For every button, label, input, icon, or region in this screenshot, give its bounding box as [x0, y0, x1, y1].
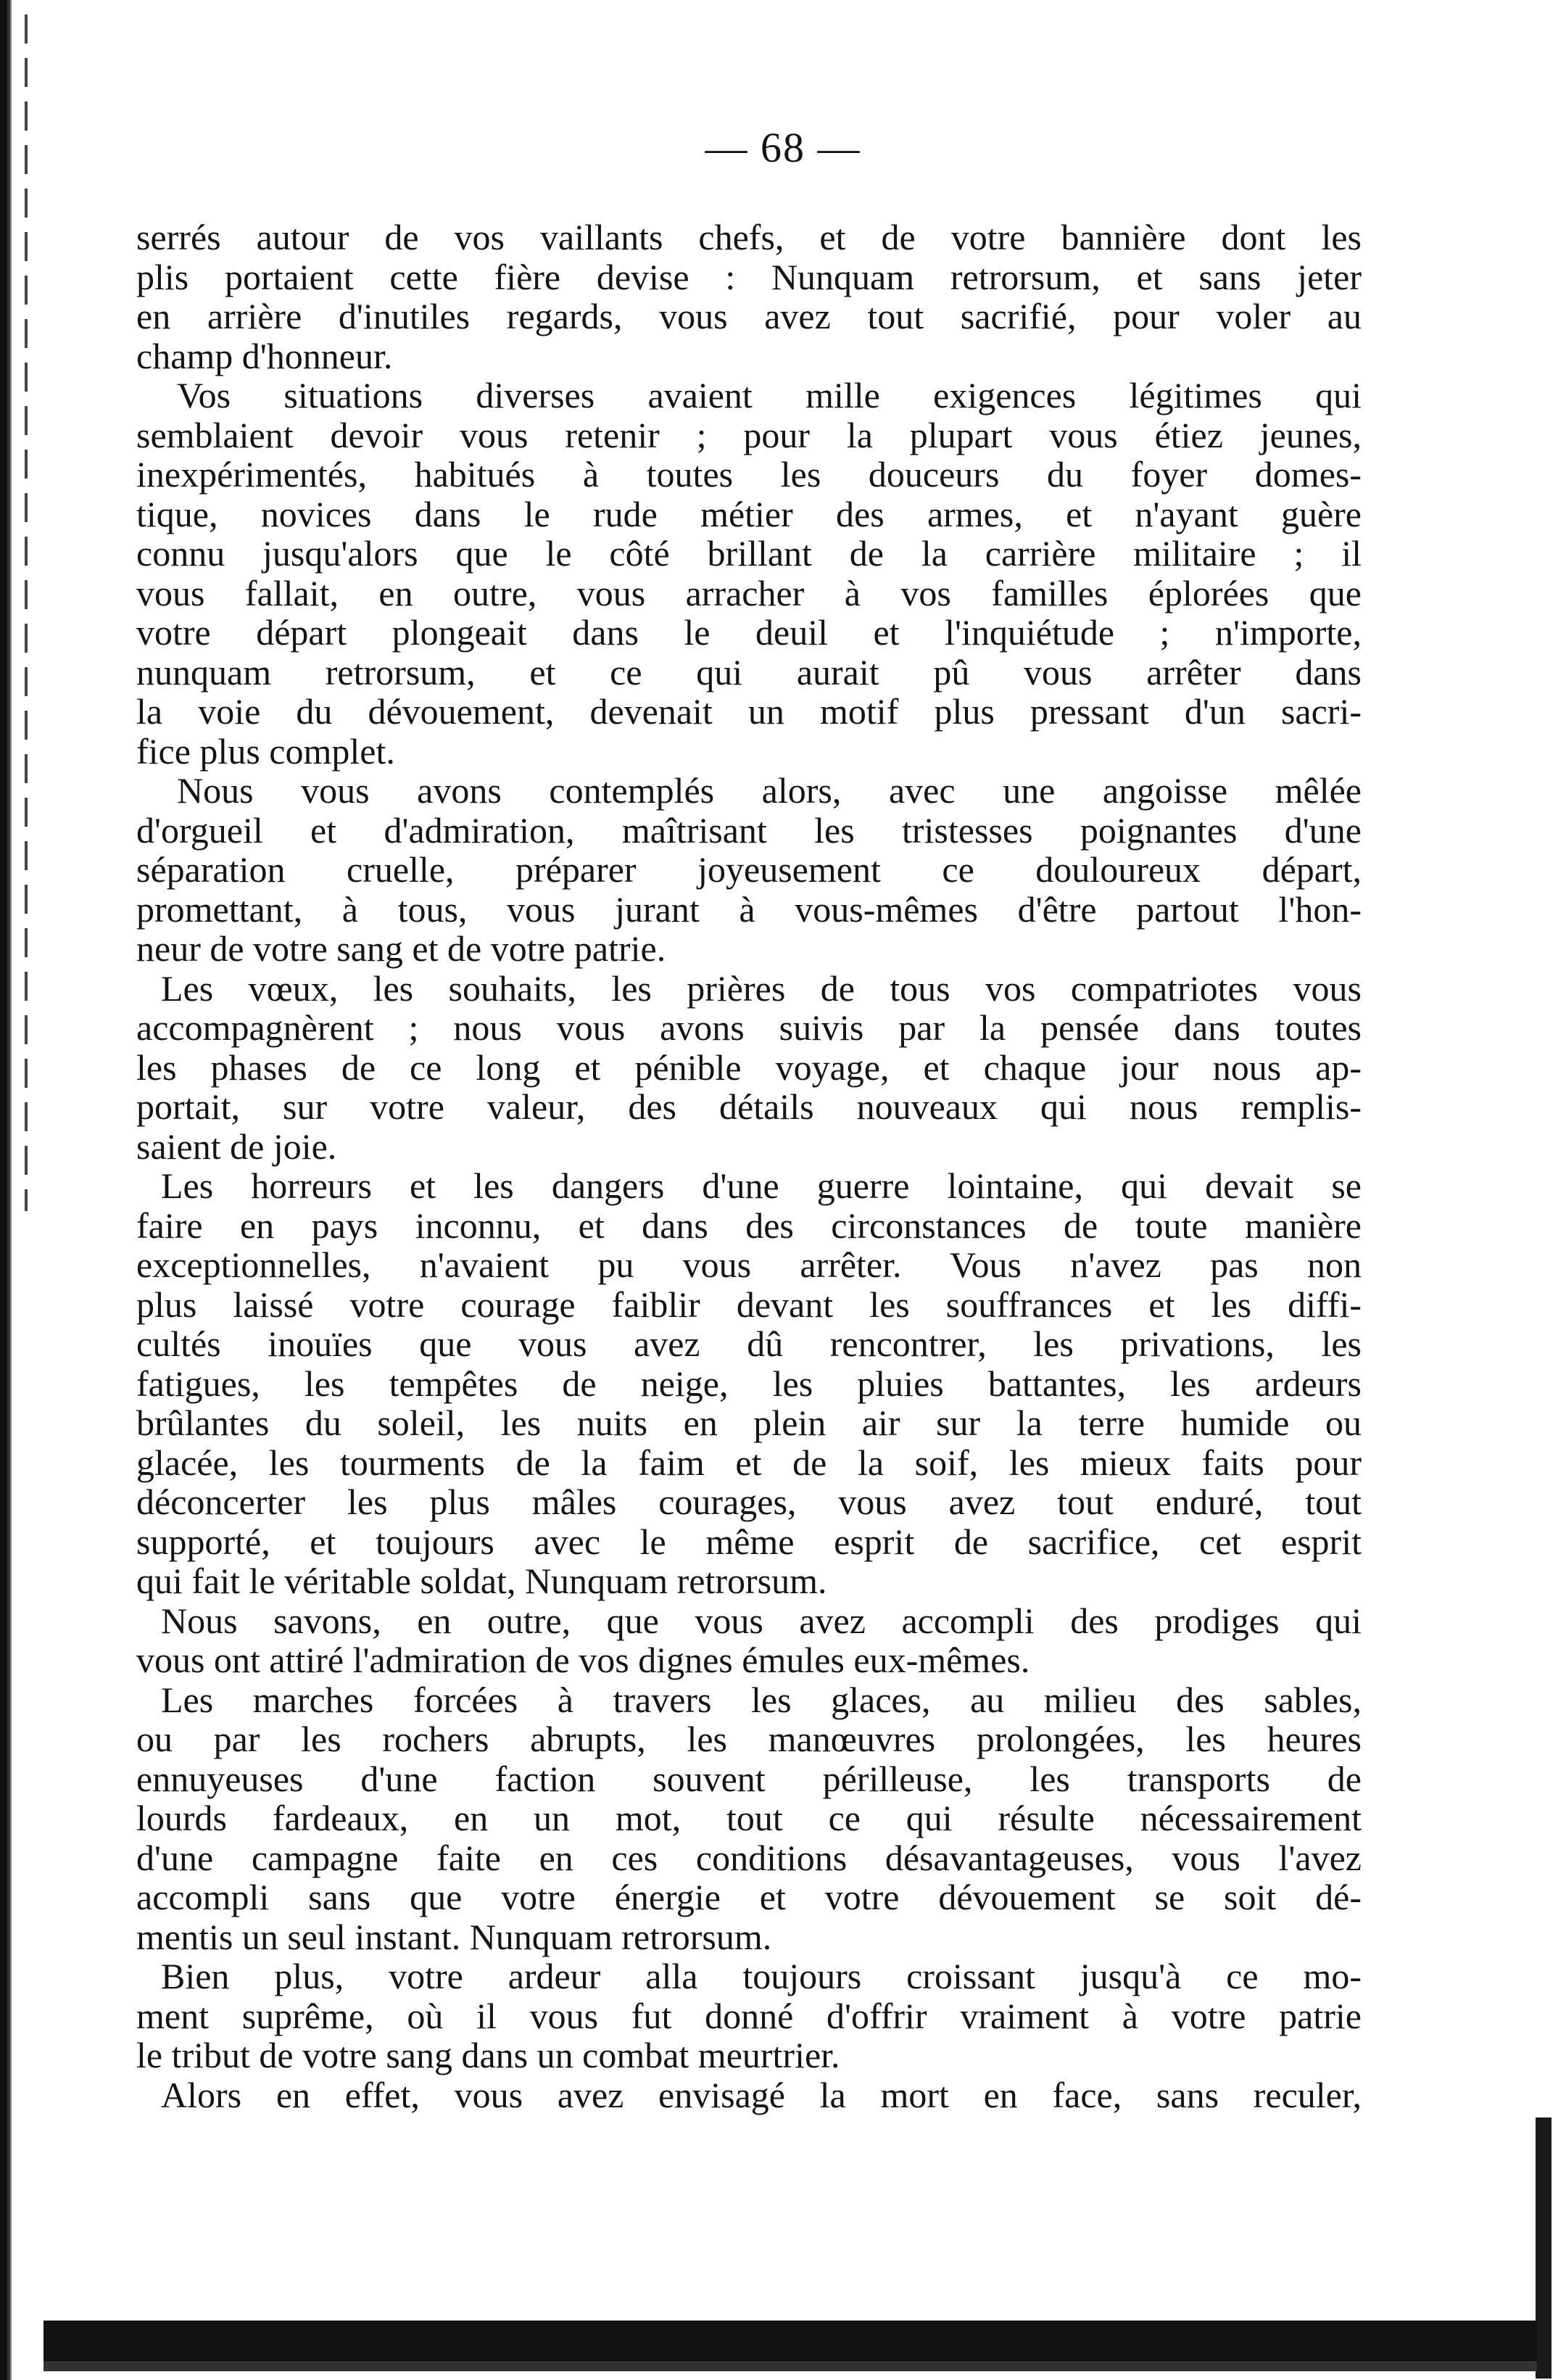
text-line: promettant, à tous, vous jurant à vous-mêmes d'être partout l'hon-	[136, 888, 1362, 930]
text-line: glacée, les tourments de la faim et de la soif, les mieux faits pour	[136, 1442, 1362, 1483]
text-line: connu jusqu'alors que le côté brillant de la carrière militaire ; il	[136, 533, 1362, 574]
text-line: ou par les rochers abrupts, les manœuvres prolongées, les heures	[136, 1719, 1362, 1759]
text-line: les phases de ce long et pénible voyage, et chaque jour nous ap-	[136, 1046, 1362, 1088]
text-line: neur de votre sang et de votre patrie.	[136, 928, 666, 969]
text-line: serrés autour de vos vaillants chefs, et de votre bannière dont les	[136, 217, 1362, 257]
text-line: tique, novices dans le rude métier des armes, et n'ayant guère	[136, 493, 1362, 534]
text-line: vous fallait, en outre, vous arracher à vos familles éplorées que	[136, 572, 1362, 613]
text-line: faire en pays inconnu, et dans des circonstances de toute manière	[136, 1205, 1362, 1246]
text-line: brûlantes du soleil, les nuits en plein air sur la terre humide ou	[136, 1402, 1362, 1443]
paragraph-start: Les marches forcées à travers les glaces, au milieu des sables,	[161, 1679, 1362, 1720]
text-line: plis portaient cette fière devise : Nunquam retrorsum, et sans jeter	[136, 256, 1362, 297]
binding-edge-left	[0, 0, 16, 2380]
paragraph-start: Les horreurs et les dangers d'une guerre lointaine, qui devait se	[161, 1165, 1362, 1206]
text-line: semblaient devoir vous retenir ; pour la plupart vous étiez jeunes,	[136, 414, 1362, 455]
paragraph-start: Alors en effet, vous avez envisagé la mort en face, sans reculer,	[161, 2074, 1362, 2115]
text-line: ment suprême, où il vous fut donné d'offrir vraiment à votre patrie	[136, 1995, 1362, 2036]
binding-shadow-left	[25, 15, 28, 1211]
text-line: fice plus complet.	[136, 730, 395, 772]
page-number: — 68 —	[705, 124, 861, 171]
text-line: le tribut de votre sang dans un combat meurtrier.	[136, 2035, 840, 2075]
text-line: la voie du dévouement, devenait un motif plus pressant d'un sacri-	[136, 691, 1362, 732]
text-line: accompli sans que votre énergie et votre dévouement se soit dé-	[136, 1877, 1362, 1917]
text-line: lourds fardeaux, en un mot, tout ce qui résulte nécessairement	[136, 1798, 1362, 1838]
text-line: inexpérimentés, habitués à toutes les douceurs du foyer domes-	[136, 454, 1362, 495]
text-line: en arrière d'inutiles regards, vous avez tout sacrifié, pour voler au	[136, 296, 1362, 336]
paragraph-start: Bien plus, votre ardeur alla toujours croissant jusqu'à ce mo-	[161, 1956, 1362, 1996]
text-line: supporté, et toujours avec le même esprit de sacrifice, cet esprit	[136, 1521, 1362, 1562]
text-line: qui fait le véritable soldat, Nunquam retrorsum.	[136, 1561, 827, 1601]
paragraph-start: Les vœux, les souhaits, les prières de tous vos compatriotes vous	[161, 967, 1362, 1009]
scan-bottom-edge	[44, 2321, 1537, 2377]
text-line: séparation cruelle, préparer joyeusement ce douloureux départ,	[136, 849, 1362, 890]
text-line: mentis un seul instant. Nunquam retrorsum.	[136, 1916, 772, 1957]
text-line: champ d'honneur.	[136, 335, 393, 376]
text-line: vous ont attiré l'admiration de vos dignes émules eux-mêmes.	[136, 1640, 1030, 1680]
text-line: plus laissé votre courage faiblir devant les souffrances et les diffi-	[136, 1284, 1362, 1325]
text-line: fatigues, les tempêtes de neige, les pluies battantes, les ardeurs	[136, 1363, 1362, 1404]
text-line: déconcerter les plus mâles courages, vous avez tout enduré, tout	[136, 1482, 1362, 1522]
text-line: cultés inouïes que vous avez dû rencontrer, les privations, les	[136, 1323, 1362, 1364]
text-line: votre départ plongeait dans le deuil et l'inquiétude ; n'importe,	[136, 612, 1362, 653]
text-line: portait, sur votre valeur, des détails nouveaux qui nous remplis-	[136, 1086, 1362, 1127]
text-line: exceptionnelles, n'avaient pu vous arrêter. Vous n'avez pas non	[136, 1244, 1362, 1285]
text-line: nunquam retrorsum, et ce qui aurait pû vous arrêter dans	[136, 651, 1362, 693]
text-line: d'orgueil et d'admiration, maîtrisant les tristesses poignantes d'une	[136, 809, 1362, 851]
paragraph-start: Nous vous avons contemplés alors, avec une angoisse mêlée	[177, 770, 1362, 811]
body-text	[136, 218, 1362, 2115]
text-line: accompagnèrent ; nous vous avons suivis par la pensée dans toutes	[136, 1007, 1362, 1048]
paragraph-start: Nous savons, en outre, que vous avez accompli des prodiges qui	[161, 1600, 1362, 1641]
text-line: d'une campagne faite en ces conditions désavantageuses, vous l'avez	[136, 1837, 1362, 1878]
binding-edge-right	[1536, 2117, 1552, 2379]
text-line: ennuyeuses d'une faction souvent périlleuse, les transports de	[136, 1758, 1362, 1799]
paragraph-start: Vos situations diverses avaient mille exigences légitimes qui	[177, 375, 1362, 416]
text-line: saient de joie.	[136, 1125, 337, 1167]
